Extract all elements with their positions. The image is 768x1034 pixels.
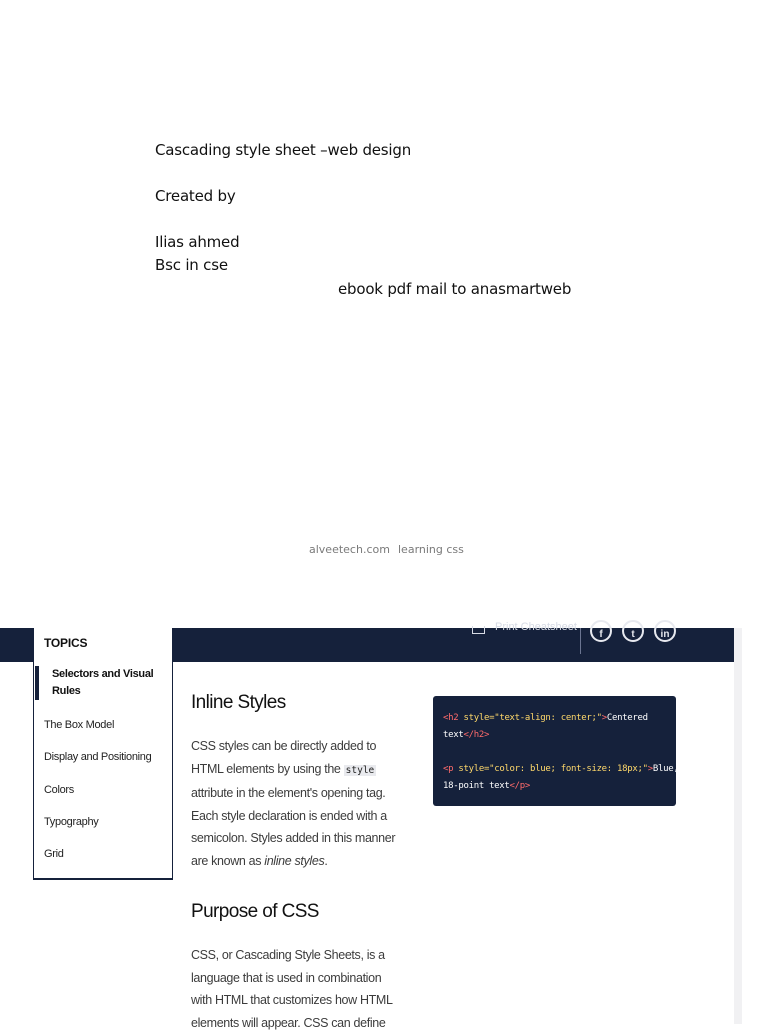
topic-box-model[interactable]: The Box Model	[44, 719, 115, 731]
code-example	[433, 696, 679, 806]
document-title: Cascading style sheet –web design	[155, 141, 412, 159]
created-by-label: Created by	[155, 187, 236, 205]
page-edge	[742, 628, 768, 1024]
inline-code-style: style	[345, 764, 375, 776]
topic-selectors-visual-rules[interactable]: Selectors and Visual Rules	[35, 666, 165, 700]
print-label: Print Cheatsheet	[495, 621, 577, 633]
code-token-str: "text-align: center;"	[494, 713, 602, 723]
inline-styles-body	[191, 735, 396, 872]
topic-typography[interactable]: Typography	[44, 816, 99, 828]
code-token-tag: </p>	[509, 781, 531, 791]
code-token-tag: >	[647, 764, 653, 774]
author-name: Ilias ahmed	[155, 233, 240, 251]
purpose-heading: Purpose of CSS	[191, 901, 319, 922]
footer-topic: learning css	[398, 543, 464, 556]
cheatsheet-screenshot	[0, 621, 768, 1030]
inline-body-part-3: .	[324, 853, 328, 868]
code-token-text: text	[443, 730, 464, 740]
code-gap	[443, 744, 666, 761]
print-icon	[472, 626, 485, 634]
code-token-text: Blue,	[652, 764, 679, 774]
code-line	[443, 710, 666, 727]
code-line	[443, 727, 666, 744]
code-token-tag: >	[601, 713, 607, 723]
code-line	[443, 761, 679, 778]
topic-grid[interactable]: Grid	[44, 848, 64, 860]
topics-heading: TOPICS	[44, 636, 88, 650]
code-token-tag: <p	[443, 764, 459, 774]
code-token-text: 18-point text	[443, 781, 510, 791]
code-token-attr: style=	[458, 764, 490, 774]
code-token-str: "color: blue; font-size: 18px;"	[489, 764, 648, 774]
author-degree: Bsc in cse	[155, 256, 228, 274]
code-token-text: Centered	[606, 713, 648, 723]
code-token-attr: style=	[463, 713, 495, 723]
inline-body-part-2: attribute in the element's opening tag. Each style declaration is ended with a semicolon. Styles added in this manner are known as	[191, 786, 396, 868]
inline-styles-heading: Inline Styles	[191, 692, 286, 713]
topic-display-positioning[interactable]: Display and Positioning	[44, 751, 152, 763]
inline-styles-emphasis: inline styles	[264, 853, 325, 868]
code-token-tag: <h2	[443, 713, 464, 723]
inline-body-part-1: CSS styles can be directly added to HTML elements by using the	[191, 739, 377, 776]
purpose-body: CSS, or Cascading Style Sheets, is a language that is used in combination with HTML that customizes how HTML elements will appear. CSS can define	[191, 948, 393, 1030]
scroll-gutter	[734, 628, 742, 1024]
linkedin-icon[interactable]: in	[654, 620, 676, 642]
twitter-icon[interactable]: t	[622, 620, 644, 642]
code-line	[443, 778, 666, 795]
print-cheatsheet-link[interactable]	[472, 621, 577, 638]
header-divider	[580, 628, 581, 654]
topic-colors[interactable]: Colors	[44, 784, 74, 796]
code-token-tag: </h2>	[463, 730, 490, 740]
mail-note: ebook pdf mail to anasmartweb	[338, 280, 572, 298]
facebook-icon[interactable]: f	[590, 620, 612, 642]
topics-sidebar	[33, 628, 173, 880]
footer-site: alveetech.com	[309, 543, 390, 556]
